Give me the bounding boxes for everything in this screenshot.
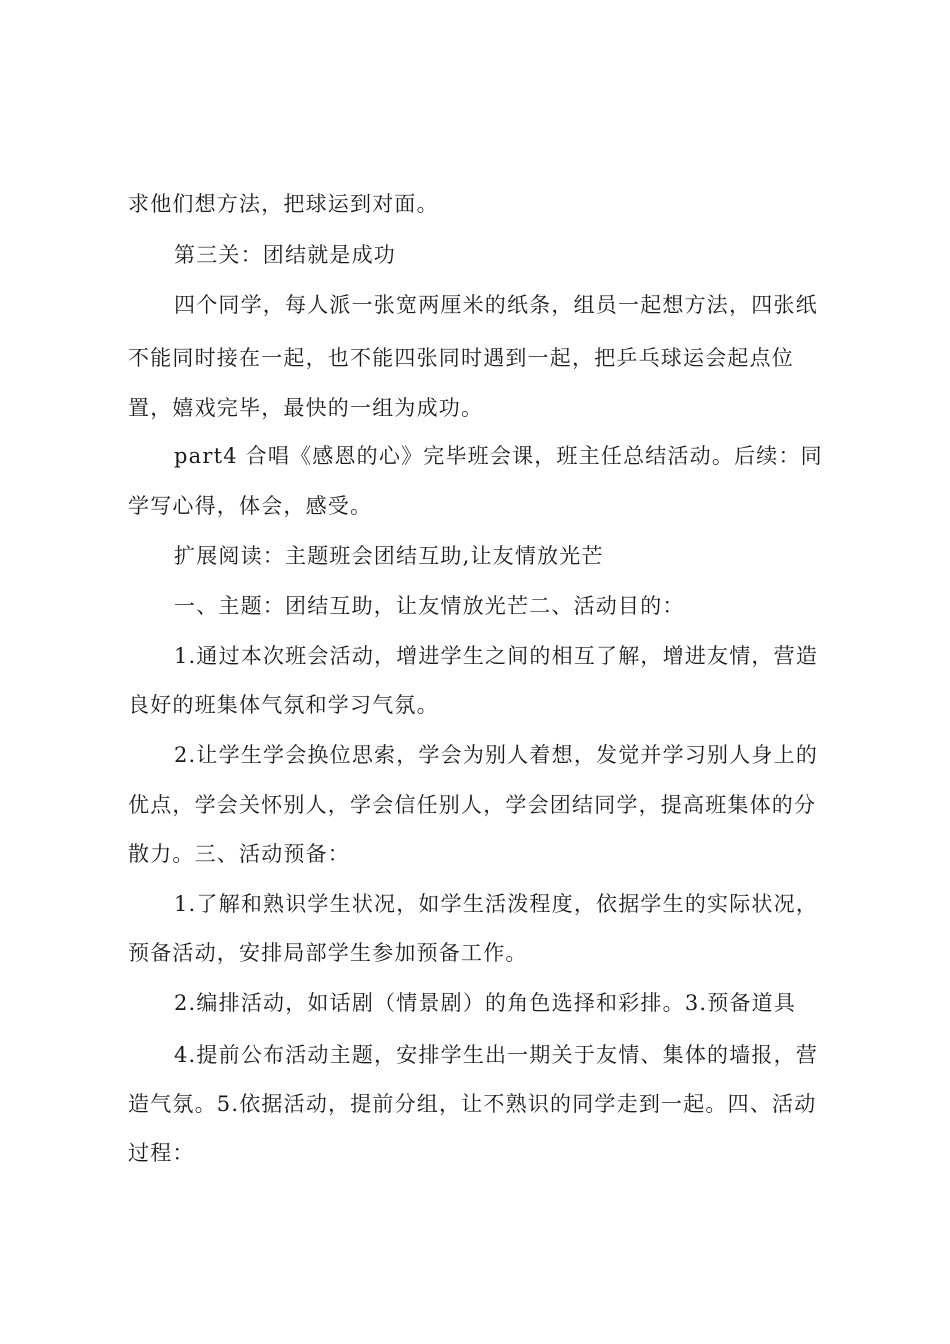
section-heading: 扩展阅读：主题班会团结互助,让友情放光芒 [174,544,604,568]
text-line: 良好的班集体气氛和学习气氛。 [128,693,439,717]
text-line: 预备活动，安排局部学生参加预备工作。 [128,941,528,965]
text-line: 过程： [128,1141,195,1165]
section-heading: 第三关：团结就是成功 [174,243,396,267]
text-line: 2.让学生学会换位思索，学会为别人着想，发觉并学习别人身上的 [174,743,819,767]
text-line: part4 合唱《感恩的心》完毕班会课，班主任总结活动。后续：同 [174,444,823,468]
text-line: 置，嬉戏完毕，最快的一组为成功。 [128,396,484,420]
text-line: 不能同时接在一起，也不能四张同时遇到一起，把乒乓球运会起点位 [128,346,794,370]
text-line: 1.了解和熟识学生状况，如学生活泼程度，依据学生的实际状况， [174,892,819,916]
text-line: 学写心得，体会，感受。 [128,494,373,518]
text-line: 4.提前公布活动主题，安排学生出一期关于友情、集体的墙报，营 [174,1043,819,1067]
text-line: 求他们想方法，把球运到对面。 [128,192,439,216]
text-line: 1.通过本次班会活动，增进学生之间的相互了解，增进友情，营造 [174,644,819,668]
text-line: 散力。三、活动预备： [128,842,350,866]
text-line: 优点，学会关怀别人，学会信任别人，学会团结同学，提高班集体的分 [128,793,817,817]
text-line: 2.编排活动，如话剧（情景剧）的角色选择和彩排。3.预备道具 [174,991,797,1015]
text-line: 四个同学，每人派一张宽两厘米的纸条，组员一起想方法，四张纸 [174,293,818,317]
text-line: 造气氛。5.依据活动，提前分组，让不熟识的同学走到一起。四、活动 [128,1092,817,1116]
text-line: 一、主题：团结互助，让友情放光芒二、活动目的： [174,594,685,618]
